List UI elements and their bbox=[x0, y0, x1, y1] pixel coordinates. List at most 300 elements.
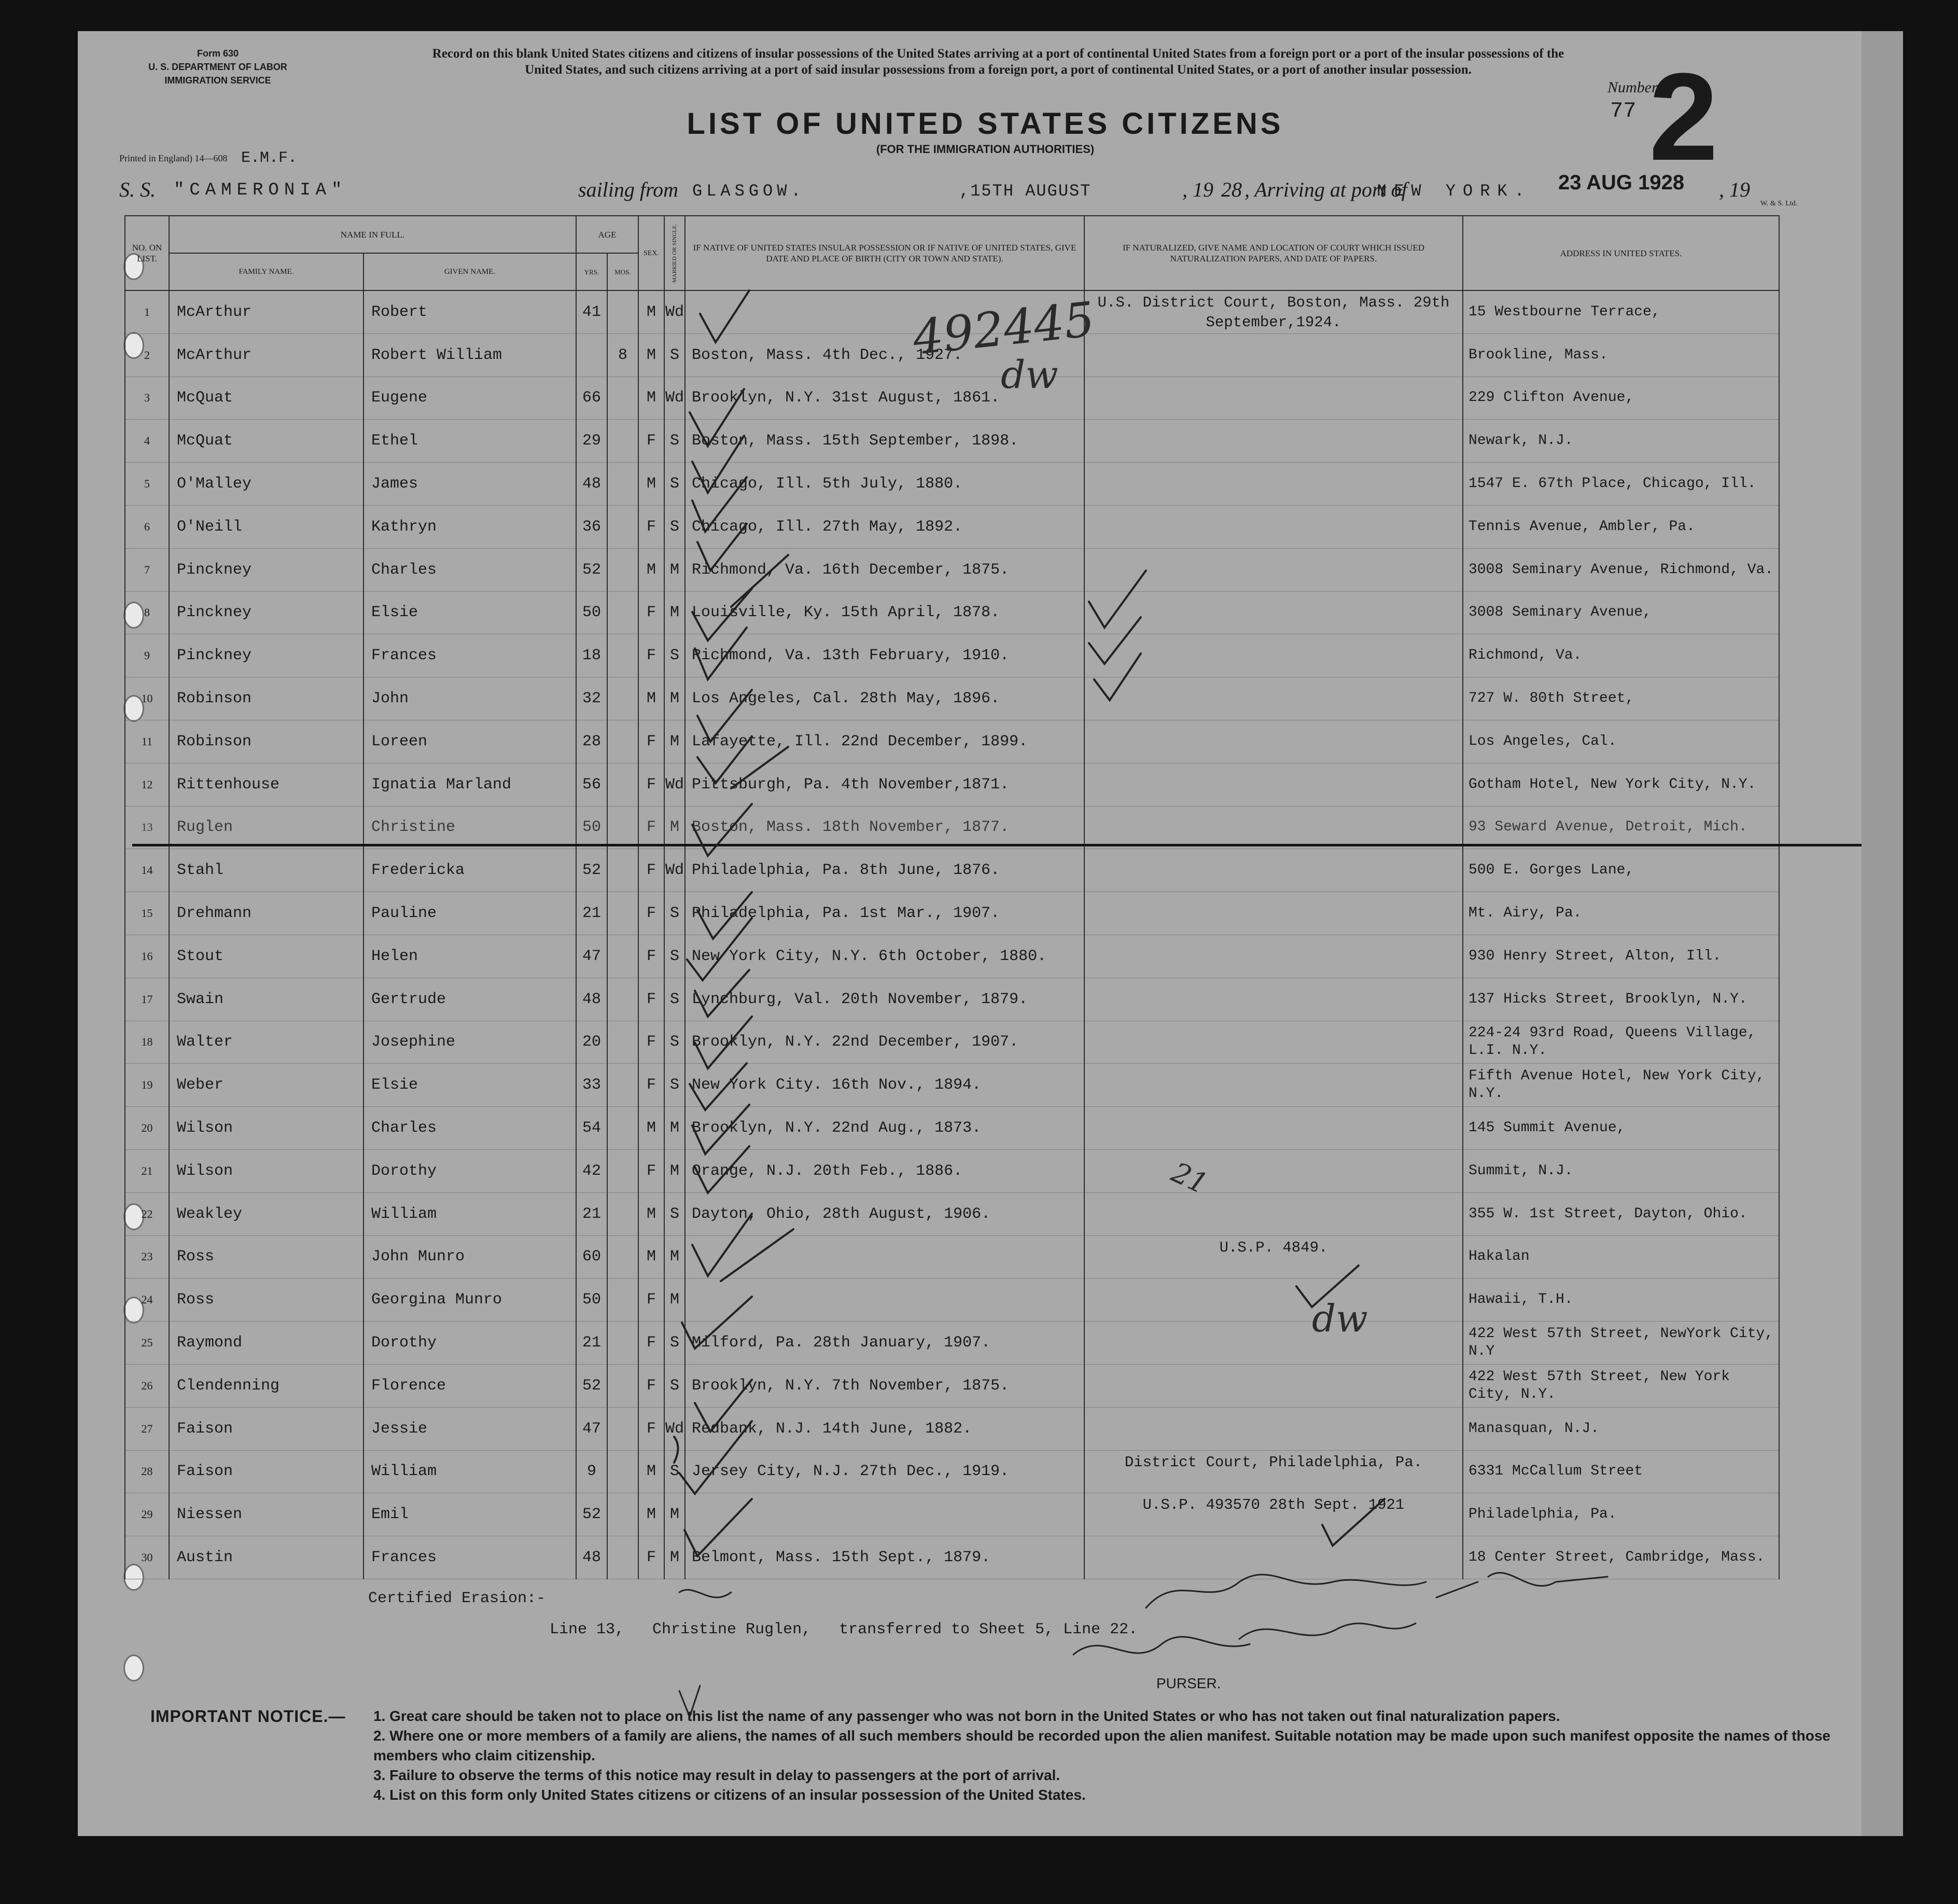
marital-status: S bbox=[664, 1450, 685, 1493]
marital-status: S bbox=[664, 1064, 685, 1107]
page-subtitle: (FOR THE IMMIGRATION AUTHORITIES) bbox=[876, 143, 1095, 156]
row-number: 3 bbox=[125, 377, 169, 420]
marital-status: S bbox=[664, 505, 685, 548]
sex: F bbox=[638, 1407, 664, 1450]
given-name: William bbox=[363, 1450, 576, 1493]
sex: F bbox=[638, 1364, 664, 1407]
age-years: 47 bbox=[576, 1407, 607, 1450]
sex: F bbox=[638, 806, 664, 849]
signature-icon bbox=[1239, 1623, 1416, 1639]
given-name: Jessie bbox=[363, 1407, 576, 1450]
row-number: 21 bbox=[125, 1149, 169, 1192]
row-number: 22 bbox=[125, 1192, 169, 1235]
marital-status: M bbox=[664, 548, 685, 591]
notice-item: 4. List on this form only United States citizens or citizens of an insular possession of the United States. bbox=[373, 1787, 1086, 1803]
sex: M bbox=[638, 1493, 664, 1536]
family-name: Robinson bbox=[169, 677, 363, 720]
family-name: Ross bbox=[169, 1235, 363, 1278]
age-years: 21 bbox=[576, 1192, 607, 1235]
marital-status: S bbox=[664, 463, 685, 506]
sex: F bbox=[638, 1278, 664, 1322]
sex: F bbox=[638, 763, 664, 806]
age-years: 28 bbox=[576, 720, 607, 763]
row-number: 7 bbox=[125, 548, 169, 591]
year-prefix: , 19 bbox=[1182, 178, 1213, 201]
birth-place-date: Boston, Mass. 18th November, 1877. bbox=[685, 806, 1084, 849]
age-years: 60 bbox=[576, 1235, 607, 1278]
given-name: Robert William bbox=[363, 333, 576, 377]
naturalization-court: U.S.P. 4849. bbox=[1084, 1235, 1463, 1278]
family-name: Ross bbox=[169, 1278, 363, 1322]
checkmark-icon bbox=[721, 1229, 793, 1281]
marital-status: Wd bbox=[664, 849, 685, 892]
family-name: Austin bbox=[169, 1536, 363, 1579]
birth-place-date: Lafayette, Ill. 22nd December, 1899. bbox=[685, 720, 1084, 763]
age-years: 48 bbox=[576, 978, 607, 1021]
sex: M bbox=[638, 290, 664, 333]
marital-status: M bbox=[664, 1493, 685, 1536]
us-address: Summit, N.J. bbox=[1463, 1149, 1779, 1192]
us-address: Fifth Avenue Hotel, New York City, N.Y. bbox=[1463, 1064, 1779, 1107]
given-name: Dorothy bbox=[363, 1149, 576, 1192]
marital-status: S bbox=[664, 1021, 685, 1064]
birth-place-date: Philadelphia, Pa. 1st Mar., 1907. bbox=[685, 892, 1084, 935]
given-name: Elsie bbox=[363, 1064, 576, 1107]
given-name: John Munro bbox=[363, 1235, 576, 1278]
checkmark-icon bbox=[697, 736, 752, 783]
adjacent-sheet-edge bbox=[1862, 31, 1903, 1836]
us-address: 727 W. 80th Street, bbox=[1463, 677, 1779, 720]
checkmark-icon bbox=[731, 555, 788, 607]
date-from: ,15TH AUGUST bbox=[959, 182, 1092, 201]
checkmark-icon bbox=[695, 970, 749, 1017]
family-name: Walter bbox=[169, 1021, 363, 1064]
us-address: 3008 Seminary Avenue, bbox=[1463, 591, 1779, 634]
erasion-note: Line 13, Christine Ruglen, transferred to Sheet 5, Line 22. bbox=[550, 1621, 1138, 1638]
marital-status: S bbox=[664, 420, 685, 463]
marital-status: M bbox=[664, 1149, 685, 1192]
birth-place-date: Richmond, Va. 13th February, 1910. bbox=[685, 634, 1084, 677]
given-name: Dorothy bbox=[363, 1322, 576, 1365]
us-address: 422 West 57th Street, NewYork City, N.Y bbox=[1463, 1322, 1779, 1365]
ship-name: "CAMERONIA" bbox=[174, 180, 347, 200]
checkmark-icon bbox=[690, 389, 744, 446]
header-age: AGE bbox=[576, 216, 638, 253]
given-name: Fredericka bbox=[363, 849, 576, 892]
given-name: Charles bbox=[363, 1107, 576, 1150]
family-name: Weakley bbox=[169, 1192, 363, 1235]
birth-place-date: Belmont, Mass. 15th Sept., 1879. bbox=[685, 1536, 1084, 1579]
port-to: NEW YORK. bbox=[1377, 182, 1532, 201]
family-name: McArthur bbox=[169, 290, 363, 333]
birth-place-date: Brooklyn, N.Y. 7th November, 1875. bbox=[685, 1364, 1084, 1407]
given-name: Ethel bbox=[363, 420, 576, 463]
row-number: 17 bbox=[125, 978, 169, 1021]
sheet-number: 2 bbox=[1649, 47, 1718, 186]
checkmark-icon bbox=[1089, 571, 1146, 628]
marital-status: M bbox=[664, 1235, 685, 1278]
form-number: Form 630 bbox=[197, 48, 239, 59]
age-years: 50 bbox=[576, 806, 607, 849]
marital-status: Wd bbox=[664, 377, 685, 420]
checkmark-icon bbox=[682, 1297, 752, 1349]
printer-mark: W. & S. Ltd. bbox=[1760, 200, 1798, 207]
age-years: 33 bbox=[576, 1064, 607, 1107]
age-years: 66 bbox=[576, 377, 607, 420]
family-name: O'Neill bbox=[169, 505, 363, 548]
given-name: Eugene bbox=[363, 377, 576, 420]
given-name: William bbox=[363, 1192, 576, 1235]
row-number: 1 bbox=[125, 290, 169, 333]
row-number: 2 bbox=[125, 333, 169, 377]
sex: M bbox=[638, 377, 664, 420]
record-instruction: Record on this blank United States citizens and citizens of insular possessions of the United States arriving at a port of continental United States from a foreign port or a port of the insular possessions of the United States, and such citizens arriving at a port of said insular possessions from a foreign port, a port of continental United States, or a port of another insular possession. bbox=[432, 47, 1564, 77]
us-address: 15 Westbourne Terrace, bbox=[1463, 290, 1779, 333]
family-name: Pinckney bbox=[169, 634, 363, 677]
given-name: Florence bbox=[363, 1364, 576, 1407]
us-address: 224-24 93rd Road, Queens Village, L.I. N.Y. bbox=[1463, 1021, 1779, 1064]
sex: M bbox=[638, 333, 664, 377]
birth-place-date: Los Angeles, Cal. 28th May, 1896. bbox=[685, 677, 1084, 720]
handwritten-count: 21 bbox=[1166, 1156, 1213, 1201]
us-address: Tennis Avenue, Ambler, Pa. bbox=[1463, 505, 1779, 548]
checkmark-icon bbox=[690, 1063, 747, 1110]
us-address: Hawaii, T.H. bbox=[1463, 1278, 1779, 1322]
age-years: 9 bbox=[576, 1450, 607, 1493]
family-name: Wilson bbox=[169, 1149, 363, 1192]
birth-place-date: Philadelphia, Pa. 8th June, 1876. bbox=[685, 849, 1084, 892]
sex: F bbox=[638, 634, 664, 677]
age-years: 21 bbox=[576, 892, 607, 935]
family-name: Robinson bbox=[169, 720, 363, 763]
sex: F bbox=[638, 1064, 664, 1107]
given-name: Helen bbox=[363, 935, 576, 978]
age-years: 50 bbox=[576, 591, 607, 634]
initials: E.M.F. bbox=[241, 149, 298, 167]
department: U. S. DEPARTMENT OF LABOR bbox=[148, 62, 287, 72]
us-address: Los Angeles, Cal. bbox=[1463, 720, 1779, 763]
us-address: 930 Henry Street, Alton, Ill. bbox=[1463, 935, 1779, 978]
row-number: 26 bbox=[125, 1364, 169, 1407]
signature-icon bbox=[1436, 1573, 1607, 1597]
birth-place-date: Boston, Mass. 15th September, 1898. bbox=[685, 420, 1084, 463]
family-name: Stout bbox=[169, 935, 363, 978]
tick-marks bbox=[78, 31, 1862, 1836]
row-number: 5 bbox=[125, 463, 169, 506]
handwritten-initials: dw bbox=[1312, 1297, 1368, 1340]
purser-label: PURSER. bbox=[1156, 1675, 1221, 1691]
marital-status: Wd bbox=[664, 290, 685, 333]
given-name: Gertrude bbox=[363, 978, 576, 1021]
family-name: McQuat bbox=[169, 377, 363, 420]
row-number: 10 bbox=[125, 677, 169, 720]
port-from: GLASGOW. bbox=[692, 182, 805, 201]
age-years: 54 bbox=[576, 1107, 607, 1150]
arriving-label: , Arriving at port of bbox=[1244, 178, 1407, 201]
given-name: Frances bbox=[363, 1536, 576, 1579]
row-number: 28 bbox=[125, 1450, 169, 1493]
us-address: 422 West 57th Street, New York City, N.Y. bbox=[1463, 1364, 1779, 1407]
sex: F bbox=[638, 935, 664, 978]
us-address: Hakalan bbox=[1463, 1235, 1779, 1278]
printed-in: Printed in England) 14—608 bbox=[119, 153, 228, 163]
family-name: O'Malley bbox=[169, 463, 363, 506]
age-years: 52 bbox=[576, 849, 607, 892]
family-name: Drehmann bbox=[169, 892, 363, 935]
checkmark-icon bbox=[687, 918, 752, 980]
sex: M bbox=[638, 463, 664, 506]
row-number: 12 bbox=[125, 763, 169, 806]
given-name: John bbox=[363, 677, 576, 720]
marital-status: S bbox=[664, 892, 685, 935]
manifest-sheet bbox=[78, 31, 1862, 1836]
arrival-stamp: 23 AUG 1928 bbox=[1558, 171, 1685, 194]
birth-place-date: Chicago, Ill. 27th May, 1892. bbox=[685, 505, 1084, 548]
naturalization-court: U.S.P. 493570 28th Sept. 1921 bbox=[1084, 1493, 1463, 1536]
checkmark-icon bbox=[1296, 1266, 1359, 1307]
header-sex: SEX. bbox=[638, 216, 664, 290]
naturalization-court: U.S. District Court, Boston, Mass. 29th September,1924. bbox=[1084, 290, 1463, 333]
birth-place-date: New York City. 16th Nov., 1894. bbox=[685, 1064, 1084, 1107]
number-small: 77 bbox=[1610, 99, 1637, 123]
marital-status: M bbox=[664, 1278, 685, 1322]
row-number: 4 bbox=[125, 420, 169, 463]
marital-status: M bbox=[664, 1107, 685, 1150]
checkmark-icon bbox=[692, 477, 747, 532]
notice-heading: IMPORTANT NOTICE.— bbox=[150, 1707, 346, 1726]
given-name: Kathryn bbox=[363, 505, 576, 548]
checkmark-icon bbox=[684, 1499, 752, 1556]
family-name: Stahl bbox=[169, 849, 363, 892]
birth-place-date: Redbank, N.J. 14th June, 1882. bbox=[685, 1407, 1084, 1450]
row-number: 16 bbox=[125, 935, 169, 978]
given-name: Robert bbox=[363, 290, 576, 333]
marital-status: M bbox=[664, 806, 685, 849]
given-name: Ignatia Marland bbox=[363, 763, 576, 806]
age-years: 29 bbox=[576, 420, 607, 463]
row-number: 27 bbox=[125, 1407, 169, 1450]
sex: F bbox=[638, 505, 664, 548]
checkmark-icon bbox=[695, 1146, 749, 1193]
age-years: 56 bbox=[576, 763, 607, 806]
sex: F bbox=[638, 420, 664, 463]
checkmark-icon bbox=[695, 1380, 752, 1432]
checkmark-icon bbox=[697, 690, 752, 742]
birth-place-date: Richmond, Va. 16th December, 1875. bbox=[685, 548, 1084, 591]
signature-icon bbox=[1146, 1575, 1426, 1608]
family-name: Weber bbox=[169, 1064, 363, 1107]
age-years: 50 bbox=[576, 1278, 607, 1322]
row-number: 11 bbox=[125, 720, 169, 763]
age-years: 48 bbox=[576, 463, 607, 506]
given-name: Emil bbox=[363, 1493, 576, 1536]
page-title: LIST OF UNITED STATES CITIZENS bbox=[687, 107, 1284, 141]
arrival-year: , 19 bbox=[1719, 178, 1750, 201]
row-number: 8 bbox=[125, 591, 169, 634]
given-name: Pauline bbox=[363, 892, 576, 935]
row-number: 6 bbox=[125, 505, 169, 548]
sex: F bbox=[638, 892, 664, 935]
age-months: 8 bbox=[607, 333, 638, 377]
checkmark-icon bbox=[695, 628, 747, 679]
sex: F bbox=[638, 1149, 664, 1192]
age-years: 36 bbox=[576, 505, 607, 548]
sex: M bbox=[638, 548, 664, 591]
birth-place-date: Chicago, Ill. 5th July, 1880. bbox=[685, 463, 1084, 506]
us-address: 229 Clifton Avenue, bbox=[1463, 377, 1779, 420]
sex: M bbox=[638, 1235, 664, 1278]
given-name: Frances bbox=[363, 634, 576, 677]
marital-status: S bbox=[664, 935, 685, 978]
notice-item: 3. Failure to observe the terms of this notice may result in delay to passengers at the port of arrival. bbox=[373, 1767, 1060, 1783]
row-number: 18 bbox=[125, 1021, 169, 1064]
marital-status: S bbox=[664, 1322, 685, 1365]
header-married: MARRIED OR SINGLE. bbox=[664, 216, 685, 290]
marital-status: S bbox=[664, 1192, 685, 1235]
marital-status: M bbox=[664, 591, 685, 634]
given-name: Elsie bbox=[363, 591, 576, 634]
marital-status: M bbox=[664, 1536, 685, 1579]
us-address: 3008 Seminary Avenue, Richmond, Va. bbox=[1463, 548, 1779, 591]
us-address: 355 W. 1st Street, Dayton, Ohio. bbox=[1463, 1192, 1779, 1235]
marital-status: M bbox=[664, 677, 685, 720]
row-number: 23 bbox=[125, 1235, 169, 1278]
initials-icon bbox=[679, 1590, 731, 1597]
us-address: 6331 McCallum Street bbox=[1463, 1450, 1779, 1493]
checkmark-icon bbox=[692, 436, 744, 493]
row-number: 24 bbox=[125, 1278, 169, 1322]
checkmark-icon bbox=[1322, 1499, 1384, 1546]
us-address: Philadelphia, Pa. bbox=[1463, 1493, 1779, 1536]
us-address: Gotham Hotel, New York City, N.Y. bbox=[1463, 763, 1779, 806]
number-label: Number bbox=[1607, 79, 1658, 96]
header-name-in-full: NAME IN FULL. bbox=[169, 216, 576, 253]
year-suffix: 28 bbox=[1221, 178, 1242, 201]
given-name: Christine bbox=[363, 806, 576, 849]
birth-place-date: New York City, N.Y. 6th October, 1880. bbox=[685, 935, 1084, 978]
age-years: 52 bbox=[576, 1493, 607, 1536]
us-address: 137 Hicks Street, Brooklyn, N.Y. bbox=[1463, 978, 1779, 1021]
marital-status: S bbox=[664, 1364, 685, 1407]
naturalization-court: District Court, Philadelphia, Pa. bbox=[1084, 1450, 1463, 1493]
us-address: Mt. Airy, Pa. bbox=[1463, 892, 1779, 935]
notice-item: 2. Where one or more members of a family are aliens, the names of all such members should be recorded upon the alien manifest. Suitable notation may be made upon such manifest opposite the names of those members who claim citizenship. bbox=[373, 1728, 1830, 1763]
row-number: 13 bbox=[125, 806, 169, 849]
sex: F bbox=[638, 849, 664, 892]
age-years: 42 bbox=[576, 1149, 607, 1192]
brace-icon bbox=[674, 1437, 678, 1463]
certified-erasion-label: Certified Erasion:- bbox=[368, 1590, 546, 1607]
sex: M bbox=[638, 1192, 664, 1235]
checkmark-icon bbox=[692, 804, 752, 856]
birth-place-date: Jersey City, N.J. 27th Dec., 1919. bbox=[685, 1450, 1084, 1493]
checkmark-icon bbox=[697, 892, 752, 939]
row-number: 15 bbox=[125, 892, 169, 935]
family-name: Clendenning bbox=[169, 1364, 363, 1407]
sex: F bbox=[638, 1536, 664, 1579]
header-no: NO. ON LIST. bbox=[125, 216, 169, 290]
family-name: McArthur bbox=[169, 333, 363, 377]
us-address: 18 Center Street, Cambridge, Mass. bbox=[1463, 1536, 1779, 1579]
sex: F bbox=[638, 591, 664, 634]
family-name: Faison bbox=[169, 1407, 363, 1450]
age-years: 18 bbox=[576, 634, 607, 677]
us-address: 500 E. Gorges Lane, bbox=[1463, 849, 1779, 892]
age-years: 41 bbox=[576, 290, 607, 333]
marital-status: S bbox=[664, 634, 685, 677]
age-years: 20 bbox=[576, 1021, 607, 1064]
age-years: 52 bbox=[576, 548, 607, 591]
row-number: 25 bbox=[125, 1322, 169, 1365]
header-native: IF NATIVE OF UNITED STATES INSULAR POSSESSION OR IF NATIVE OF UNITED STATES, GIVE DATE AND PLACE OF BIRTH (CITY OR TOWN AND STATE). bbox=[685, 216, 1084, 290]
birth-place-date: Pittsburgh, Pa. 4th November,1871. bbox=[685, 763, 1084, 806]
us-address: Richmond, Va. bbox=[1463, 634, 1779, 677]
row-number: 29 bbox=[125, 1493, 169, 1536]
row-number: 30 bbox=[125, 1536, 169, 1579]
given-name: Josephine bbox=[363, 1021, 576, 1064]
ss-label: S. S. bbox=[119, 178, 156, 201]
age-years: 48 bbox=[576, 1536, 607, 1579]
family-name: Rittenhouse bbox=[169, 763, 363, 806]
birth-place-date: Milford, Pa. 28th January, 1907. bbox=[685, 1322, 1084, 1365]
sex: M bbox=[638, 1450, 664, 1493]
birth-place-date: Boston, Mass. 4th Dec., 1927. bbox=[685, 333, 1084, 377]
given-name: Charles bbox=[363, 548, 576, 591]
sex: M bbox=[638, 1107, 664, 1150]
row-number: 20 bbox=[125, 1107, 169, 1150]
birth-place-date: Brooklyn, N.Y. 22nd December, 1907. bbox=[685, 1021, 1084, 1064]
checkmark-icon bbox=[695, 1017, 752, 1068]
family-name: Ruglen bbox=[169, 806, 363, 849]
header-yrs: YRS. bbox=[576, 253, 607, 290]
notice-item: 1. Great care should be taken not to place on this list the name of any passenger who was not born in the United States or who has not taken out final naturalization papers. bbox=[373, 1708, 1560, 1724]
sex: F bbox=[638, 1322, 664, 1365]
age-years: 52 bbox=[576, 1364, 607, 1407]
age-years: 47 bbox=[576, 935, 607, 978]
family-name: Wilson bbox=[169, 1107, 363, 1150]
age-years: 21 bbox=[576, 1322, 607, 1365]
row-number: 19 bbox=[125, 1064, 169, 1107]
header-given: GIVEN NAME. bbox=[363, 253, 576, 290]
marital-status: S bbox=[664, 333, 685, 377]
given-name: James bbox=[363, 463, 576, 506]
header-naturalized: IF NATURALIZED, GIVE NAME AND LOCATION OF COURT WHICH ISSUED NATURALIZATION PAPERS, AND DATE OF PAPERS. bbox=[1084, 216, 1463, 290]
given-name: Georgina Munro bbox=[363, 1278, 576, 1322]
checkmark-icon bbox=[679, 1421, 752, 1494]
family-name: Swain bbox=[169, 978, 363, 1021]
us-address: Brookline, Mass. bbox=[1463, 333, 1779, 377]
birth-place-date: Orange, N.J. 20th Feb., 1886. bbox=[685, 1149, 1084, 1192]
row-number: 9 bbox=[125, 634, 169, 677]
checkmark-icon bbox=[692, 1214, 752, 1276]
us-address: 1547 E. 67th Place, Chicago, Ill. bbox=[1463, 463, 1779, 506]
birth-place-date: Brooklyn, N.Y. 31st August, 1861. bbox=[685, 377, 1084, 420]
checkmark-icon bbox=[700, 290, 749, 342]
handwritten-initials: dw bbox=[1001, 353, 1058, 397]
given-name: Loreen bbox=[363, 720, 576, 763]
family-name: Faison bbox=[169, 1450, 363, 1493]
marital-status: M bbox=[664, 720, 685, 763]
checkmark-icon bbox=[692, 1105, 749, 1154]
us-address: Newark, N.J. bbox=[1463, 420, 1779, 463]
us-address: 145 Summit Avenue, bbox=[1463, 1107, 1779, 1150]
checkmark-icon bbox=[1089, 617, 1141, 664]
header-address: ADDRESS IN UNITED STATES. bbox=[1463, 216, 1779, 290]
birth-place-date: Dayton, Ohio, 28th August, 1906. bbox=[685, 1192, 1084, 1235]
handwritten-file-number: 492445 bbox=[910, 291, 1097, 366]
age-years: 32 bbox=[576, 677, 607, 720]
header-family: FAMILY NAME. bbox=[169, 253, 363, 290]
